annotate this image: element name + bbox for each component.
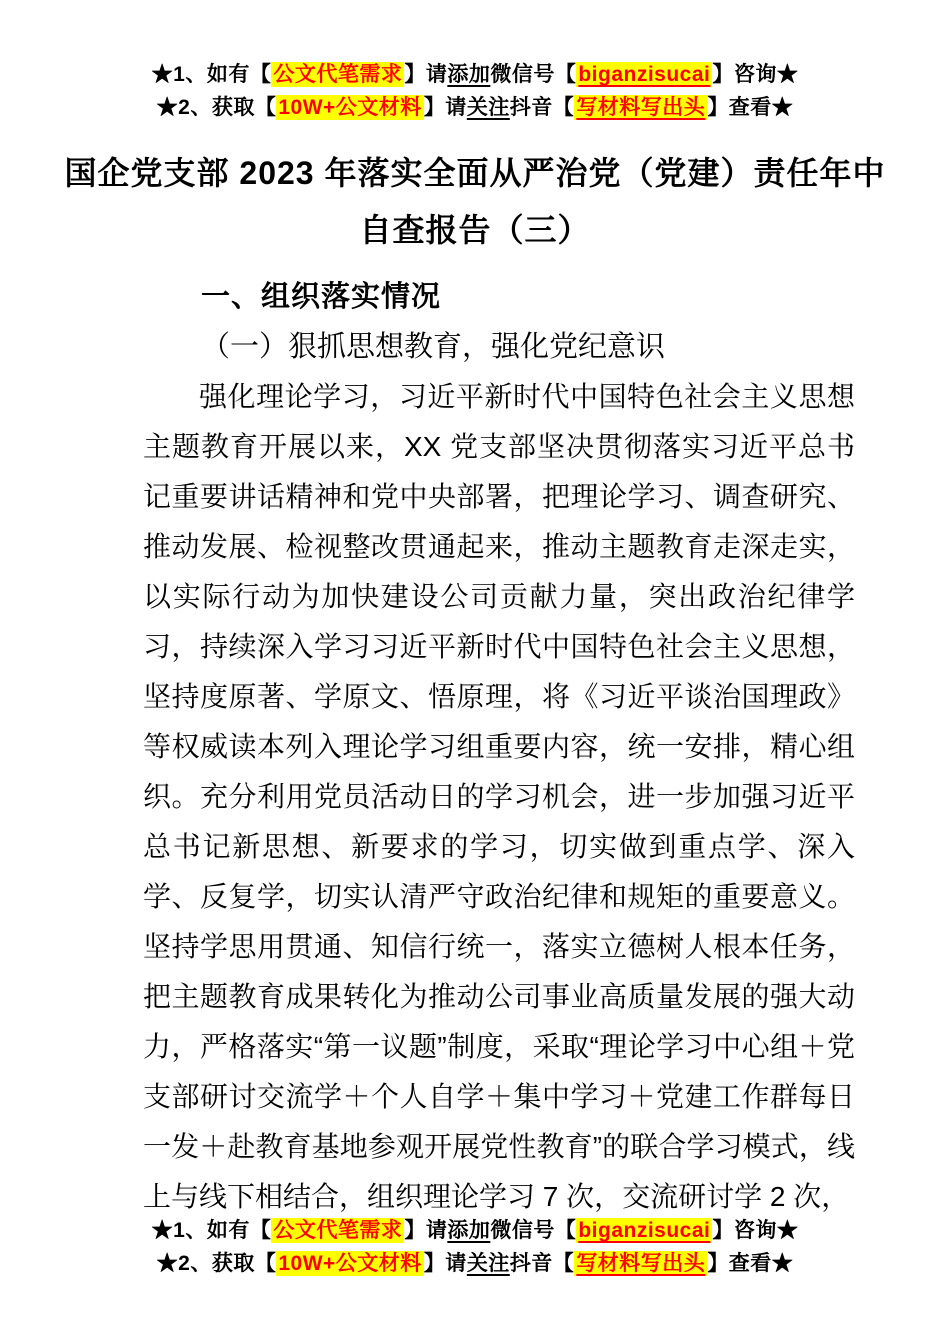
promo-text: 微信号【	[490, 63, 577, 86]
promo-text: 】请	[404, 1219, 448, 1242]
promo-header-line-1	[0, 58, 950, 91]
promo-text: 】请	[423, 96, 467, 119]
promo-underline-follow: 关注	[466, 1252, 510, 1275]
promo-highlight-writing-service: 公文代笔需求	[273, 63, 403, 86]
promo-footer-line-1	[0, 1214, 950, 1247]
promo-underline-add: 添加	[447, 63, 491, 86]
promo-highlight-materials: 10W+公文材料	[278, 1252, 422, 1275]
document-body	[143, 272, 855, 1222]
promo-text: ★1、如有【	[151, 1219, 272, 1242]
promo-text: 】查看★	[707, 96, 794, 119]
promo-text: 】查看★	[707, 1252, 794, 1275]
promo-text: ★1、如有【	[151, 63, 272, 86]
promo-wechat-id: biganzisucai	[578, 1219, 711, 1242]
promo-underline-add: 添加	[447, 1219, 491, 1242]
promo-underline-follow: 关注	[466, 96, 510, 119]
promo-text: 】咨询★	[712, 63, 799, 86]
document-title	[60, 145, 890, 259]
document-title-line-1: 国企党支部 2023 年落实全面从严治党（党建）责任年中	[64, 155, 886, 191]
body-paragraph: 强化理论学习，习近平新时代中国特色社会主义思想主题教育开展以来，XX 党支部坚决贯彻落实习近平总书记重要讲话精神和党中央部署，把理论学习、调查研究、推动发展、检视整改贯通起来，推动主题教育走深走实，以实际行动为加快建设公司贡献力量，突出政治纪律学习，持续深入学习习近平新时代中国特色社会主义思想，坚持度原著、学原文、悟原理，将《习近平谈治国理政》等权威读本列入理论学习组重要内容，统一安排，精心组织。充分利用党员活动日的学习机会，进一步加强习近平总书记新思想、新要求的学习，切实做到重点学、深入学、反复学，切实认清严守政治纪律和规矩的重要意义。坚持学思用贯通、知信行统一，落实立德树人根本任务，把主题教育成果转化为推动公司事业高质量发展的强大动力，严格落实“第一议题”制度，采取“理论学习中心组＋党支部研讨交流学＋个人自学＋集中学习＋党建工作群每日一发＋赴教育基地参观开展党性教育”的联合学习模式，线上与线下相结合，组织理论学习 7 次，交流研讨学 2 次，	[143, 381, 855, 1212]
promo-header	[0, 58, 950, 124]
promo-text: 微信号【	[490, 1219, 577, 1242]
promo-header-line-2	[0, 91, 950, 124]
promo-footer-line-2	[0, 1247, 950, 1280]
promo-text: 抖音【	[509, 1252, 575, 1275]
promo-douyin-id: 写材料写出头	[576, 96, 706, 119]
promo-wechat-id: biganzisucai	[578, 63, 711, 86]
promo-douyin-id: 写材料写出头	[576, 1252, 706, 1275]
promo-highlight-materials: 10W+公文材料	[278, 96, 422, 119]
promo-text: 】请	[423, 1252, 467, 1275]
section-heading: 一、组织落实情况	[201, 281, 442, 313]
promo-text: 抖音【	[509, 96, 575, 119]
promo-text: ★2、获取【	[156, 1252, 277, 1275]
promo-text: 】请	[404, 63, 448, 86]
promo-footer	[0, 1214, 950, 1280]
document-title-line-2: 自查报告（三）	[359, 212, 591, 248]
promo-text: ★2、获取【	[156, 96, 277, 119]
promo-text: 】咨询★	[712, 1219, 799, 1242]
subsection-heading: （一）狠抓思想教育，强化党纪意识	[201, 331, 666, 363]
promo-highlight-writing-service: 公文代笔需求	[273, 1219, 403, 1242]
